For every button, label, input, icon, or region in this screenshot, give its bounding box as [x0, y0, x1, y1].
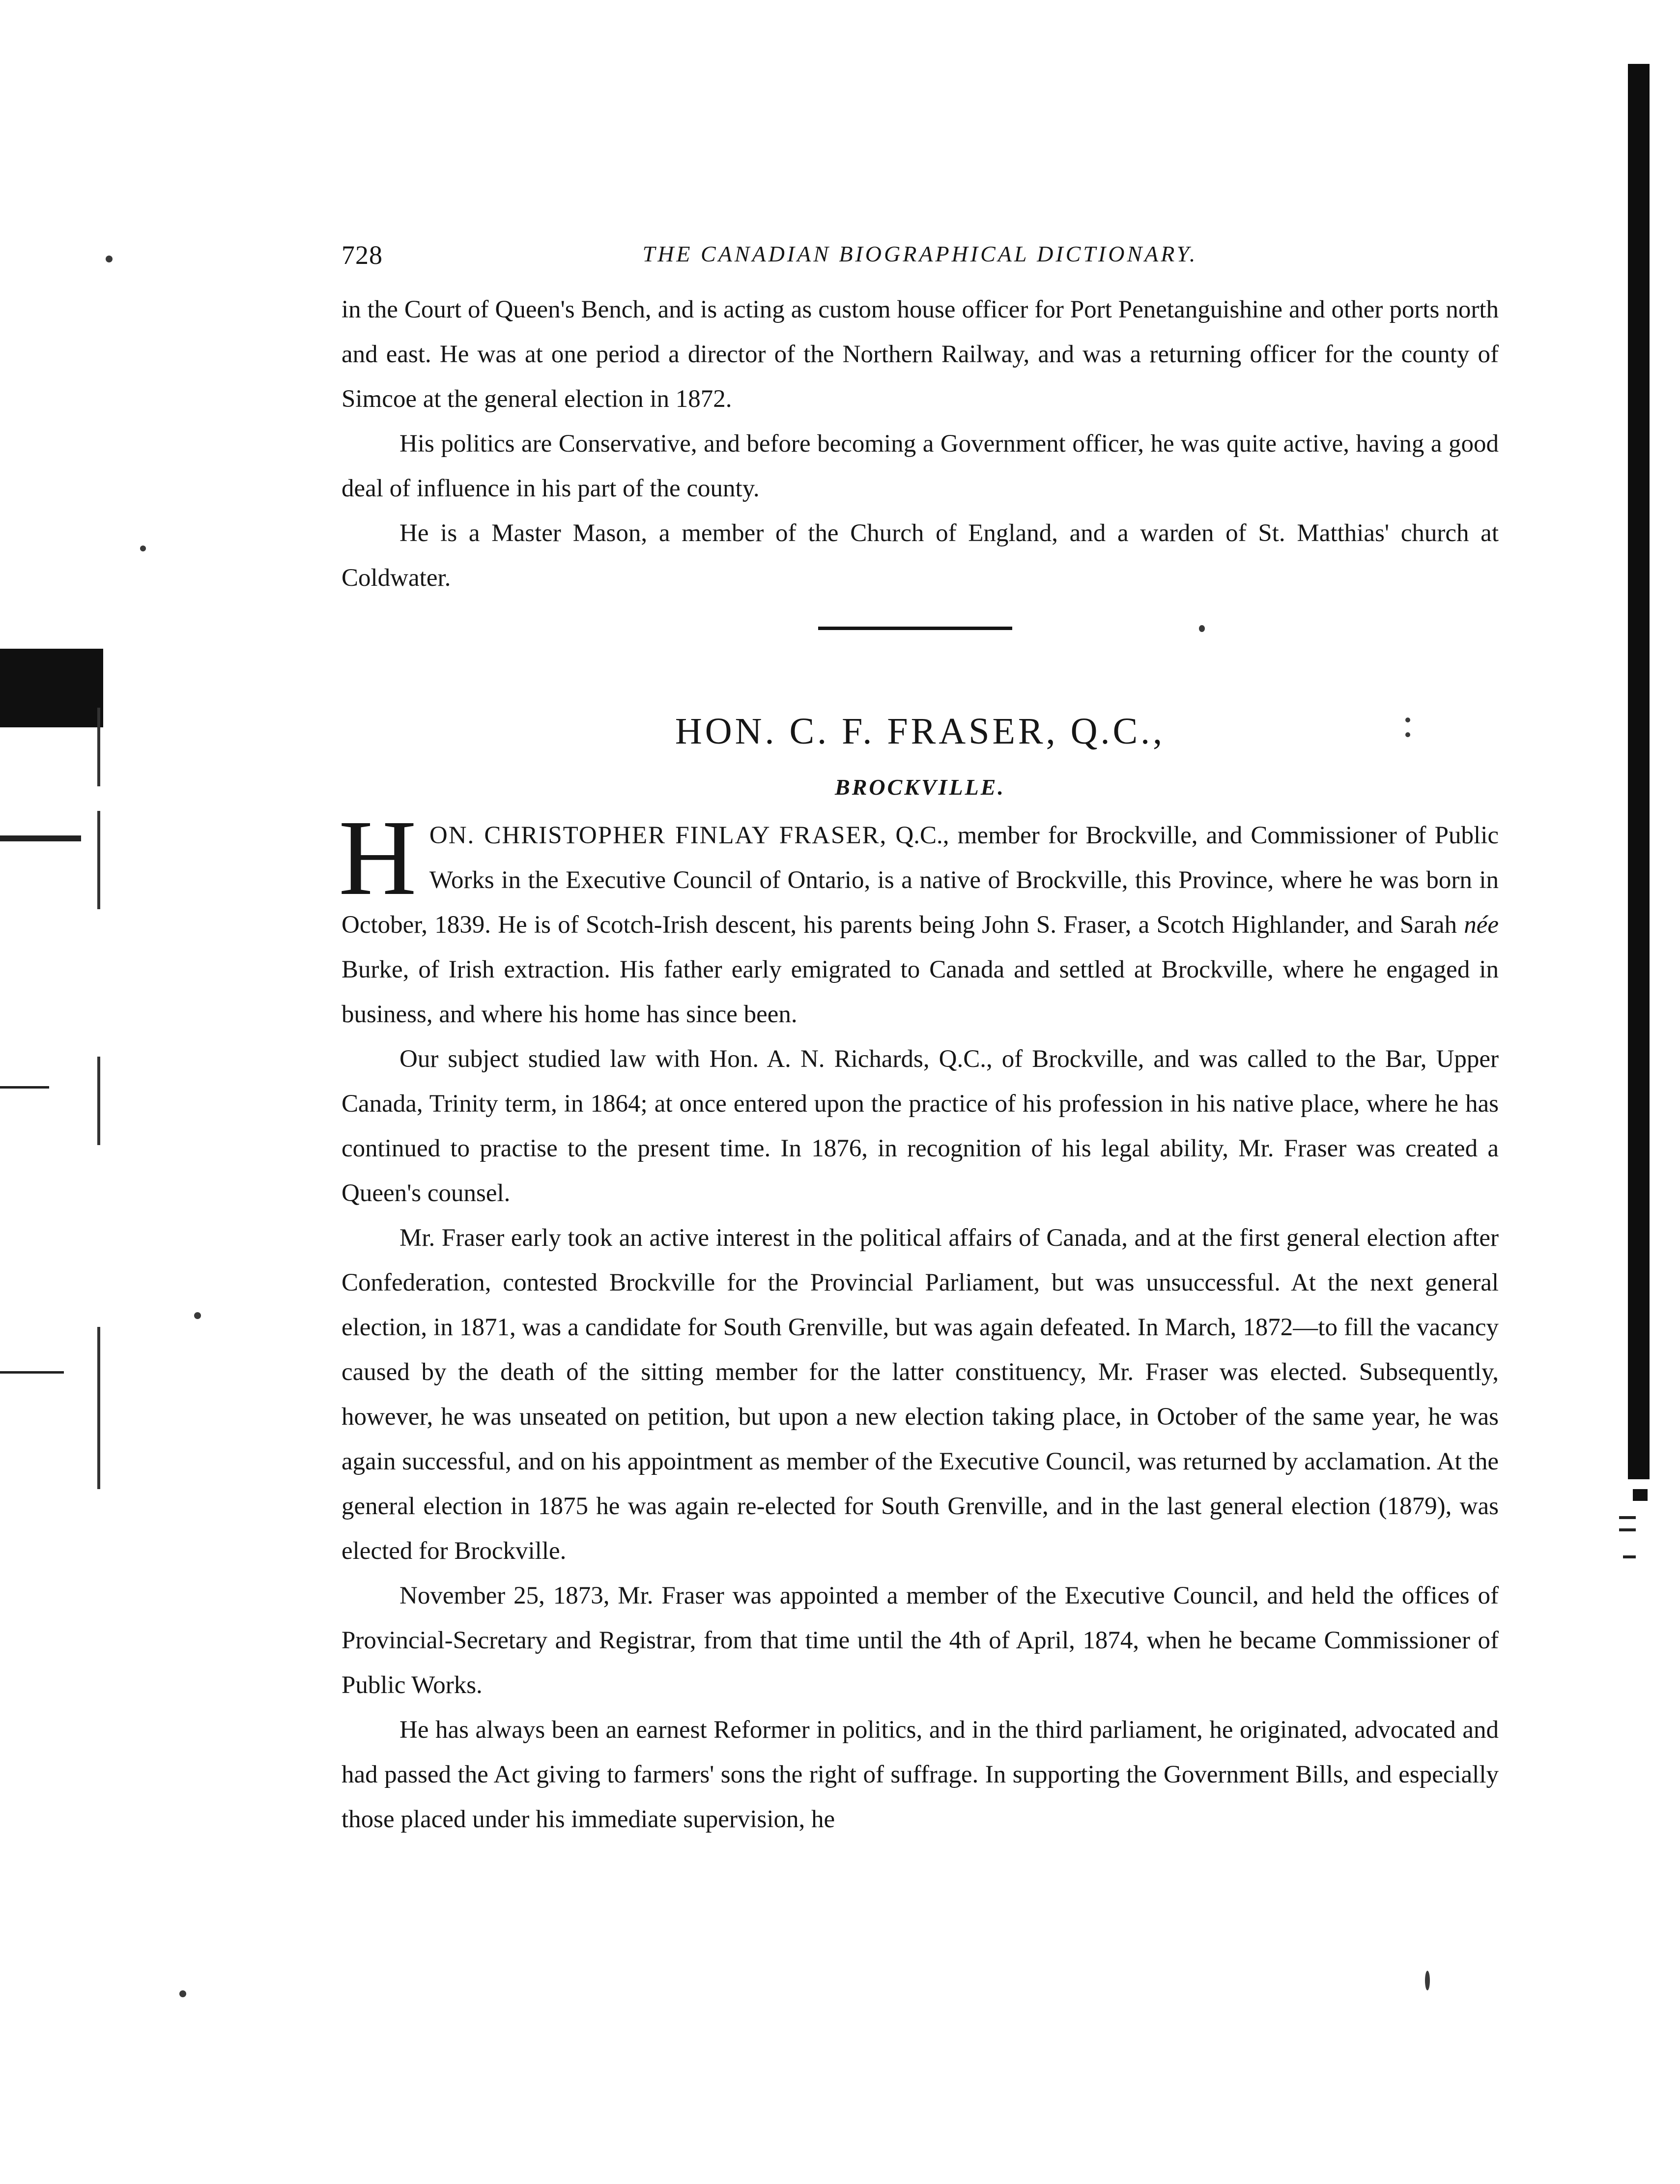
entry-paragraph-text: Burke, of Irish extraction. His father early emigrated to Canada and settled at Brockville, where he engaged in business, and where his home has since been.	[342, 956, 1499, 1028]
scan-left-line	[97, 811, 100, 909]
entry-place: BROCKVILLE.	[835, 775, 1005, 800]
scan-right-dash	[1619, 1528, 1636, 1531]
running-head	[342, 236, 1499, 275]
entry-paragraph	[339, 798, 1499, 1037]
scan-speck	[194, 1312, 201, 1319]
scan-speck	[106, 256, 113, 262]
scan-left-line	[97, 1057, 100, 1145]
opening-name: ON. CHRISTOPHER FINLAY FRASER,	[429, 822, 887, 849]
entry-paragraph: November 25, 1873, Mr. Fraser was appointed a member of the Executive Council, and held the offices of Provincial-Secretary and Registrar, from that time until the 4th of April, 1874, when he became Commissioner of Public Works.	[342, 1582, 1499, 1699]
scan-edge-mark	[1633, 1489, 1648, 1501]
scan-speck	[1199, 625, 1205, 632]
scan-speck	[140, 546, 146, 551]
scan-edge-bar	[1628, 64, 1650, 1479]
scan-left-tick	[0, 1371, 64, 1374]
previous-entry-paragraph: His politics are Conservative, and before becoming a Government officer, he was quite active, having a good deal of influence in his part of the county.	[342, 430, 1499, 502]
scan-right-dash	[1619, 1516, 1636, 1519]
nee-italic: née	[1464, 911, 1499, 939]
scan-left-line	[97, 1327, 100, 1489]
scan-left-tick	[0, 1086, 49, 1089]
entry-paragraph: He has always been an earnest Reformer in politics, and in the third parliament, he originated, advocated and had passed the Act giving to farmers' sons the right of suffrage. In supporting the Government Bills, and especially those placed under his immediate supervision, he	[342, 1716, 1499, 1833]
entry-paragraph: Our subject studied law with Hon. A. N. Richards, Q.C., of Brockville, and was called to the Bar, Upper Canada, Trinity term, in 1864; at once entered upon the practice of his profession in his native place, where he has continued to practise to the present time. In 1876, in recognition of his legal ability, Mr. Fraser was created a Queen's counsel.	[342, 1045, 1499, 1207]
scan-speck	[1425, 1971, 1430, 1990]
previous-entry-paragraph: He is a Master Mason, a member of the Church of England, and a warden of St. Matthias' church at Coldwater.	[342, 519, 1499, 592]
page-number: 728	[342, 240, 383, 270]
previous-entry	[342, 287, 1499, 601]
running-title: THE CANADIAN BIOGRAPHICAL DICTIONARY.	[642, 241, 1198, 266]
scan-left-line	[97, 708, 100, 786]
scan-right-dash	[1623, 1555, 1636, 1558]
entry-title: HON. C. F. FRASER, Q.C.,	[675, 711, 1166, 752]
previous-entry-paragraph: in the Court of Queen's Bench, and is acting as custom house officer for Port Penetanguishine and other ports north and east. He was at one period a director of the Northern Railway, and was a returning officer for the county of Simcoe at the general election in 1872.	[342, 296, 1499, 413]
drop-cap: H	[339, 798, 417, 918]
scan-left-block	[0, 649, 103, 727]
scan-left-tick	[0, 835, 81, 841]
scan-speck	[179, 1990, 186, 1997]
entry-body	[339, 798, 1499, 1842]
entry-paragraph-text: Q.C., member for Brockville, and Commissioner of Public Works in the Executive Council of Ontario, is a native of Brockville, this Province, where he was born in October, 1839. He is of Scotch-Irish descent, his parents being John S. Fraser, a Scotch Highlander, and Sarah	[342, 822, 1499, 939]
section-divider	[818, 627, 1012, 630]
entry-paragraph: Mr. Fraser early took an active interest in the political affairs of Canada, and at the first general election after Confederation, contested Brockville for the Provincial Parliament, but was unsuccessful. At the next general election, in 1871, was a candidate for South Grenville, but was again defeated. In March, 1872—to fill the vacancy caused by the death of the sitting member for the latter constituency, Mr. Fraser was elected. Subsequently, however, he was unseated on petition, but upon a new election taking place, in October of the same year, he was again successful, and on his appointment as member of the Executive Council, was returned by acclamation. At the general election in 1875 he was again re-elected for South Grenville, and in the last general election (1879), was elected for Brockville.	[342, 1224, 1499, 1565]
